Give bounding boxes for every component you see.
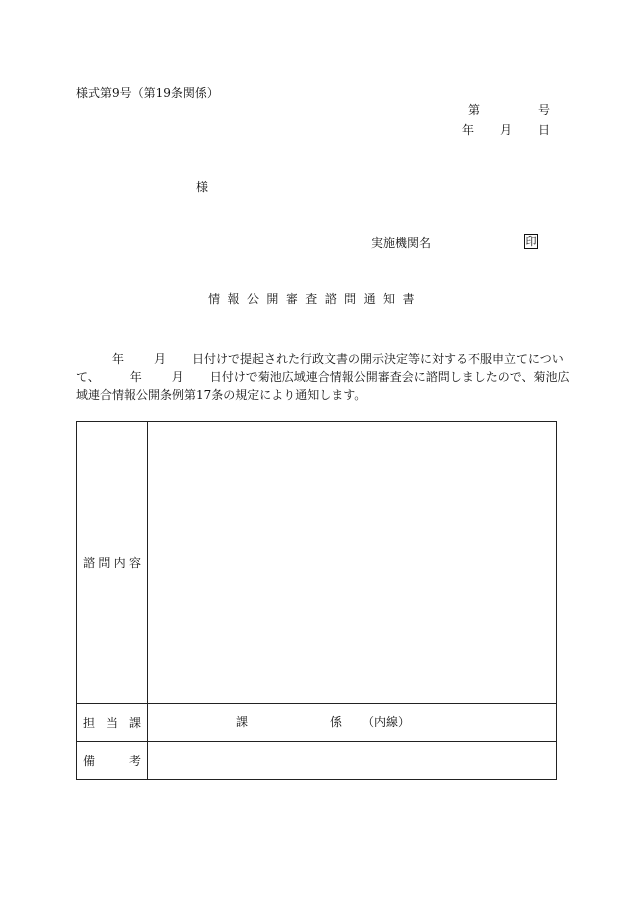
inquiry-label-char: 諮 bbox=[83, 556, 96, 570]
seal-stamp: 印 bbox=[525, 235, 537, 248]
inquiry-row bbox=[77, 422, 557, 704]
inquiry-label-char: 内 bbox=[113, 556, 126, 570]
remarks-row bbox=[77, 742, 557, 780]
agency-name-label: 実施機関名 bbox=[371, 236, 432, 250]
document-title: 情報公開審査諮問通知書 bbox=[208, 292, 422, 306]
inquiry-label bbox=[77, 422, 148, 704]
body-month-1: 月 bbox=[154, 352, 167, 366]
remarks-content-field[interactable] bbox=[148, 742, 557, 780]
form-number: 様式第9号（第19条関係） bbox=[76, 86, 219, 100]
body-line-2 bbox=[76, 368, 570, 386]
form-table bbox=[76, 421, 557, 780]
addressee: 様 bbox=[196, 180, 209, 194]
staff-label bbox=[77, 704, 148, 742]
body-year-2: 年 bbox=[129, 370, 142, 384]
body-line-3: 域連合情報公開条例第17条の規定により通知します。 bbox=[76, 388, 367, 402]
body-paragraph bbox=[76, 350, 570, 404]
reference-suffix: 号 bbox=[537, 103, 550, 117]
inquiry-label-char: 問 bbox=[98, 556, 111, 570]
body-text-2b: 日付けで菊池広域連合情報公開審査会に諮問しましたので、菊池広 bbox=[209, 370, 570, 384]
body-text-1: 日付けで提起された行政文書の開示決定等に対する不服申立てについ bbox=[192, 352, 564, 366]
body-month-2: 月 bbox=[171, 370, 184, 384]
date-day: 日 bbox=[537, 123, 550, 137]
reference-number bbox=[468, 104, 550, 116]
body-text-2a: て、 bbox=[76, 370, 100, 384]
staff-label-char: 担 bbox=[83, 716, 96, 730]
staff-row bbox=[77, 704, 557, 742]
staff-extension-label: （内線） bbox=[362, 715, 411, 729]
date-year: 年 bbox=[461, 123, 474, 137]
body-line-1 bbox=[76, 350, 564, 368]
inquiry-label-char: 容 bbox=[128, 556, 141, 570]
reference-prefix: 第 bbox=[467, 103, 480, 117]
staff-label-char: 課 bbox=[128, 716, 141, 730]
issue-date bbox=[462, 124, 550, 136]
staff-label-char: 当 bbox=[105, 716, 118, 730]
staff-section-label: 課 bbox=[236, 715, 249, 729]
date-month: 月 bbox=[499, 123, 512, 137]
remarks-label bbox=[77, 742, 148, 780]
inquiry-content-field[interactable] bbox=[148, 422, 557, 704]
staff-content-field[interactable] bbox=[148, 704, 557, 742]
staff-unit-label: 係 bbox=[330, 715, 343, 729]
remarks-label-char: 考 bbox=[128, 754, 141, 768]
body-year-1: 年 bbox=[112, 352, 125, 366]
remarks-label-char: 備 bbox=[83, 754, 96, 768]
